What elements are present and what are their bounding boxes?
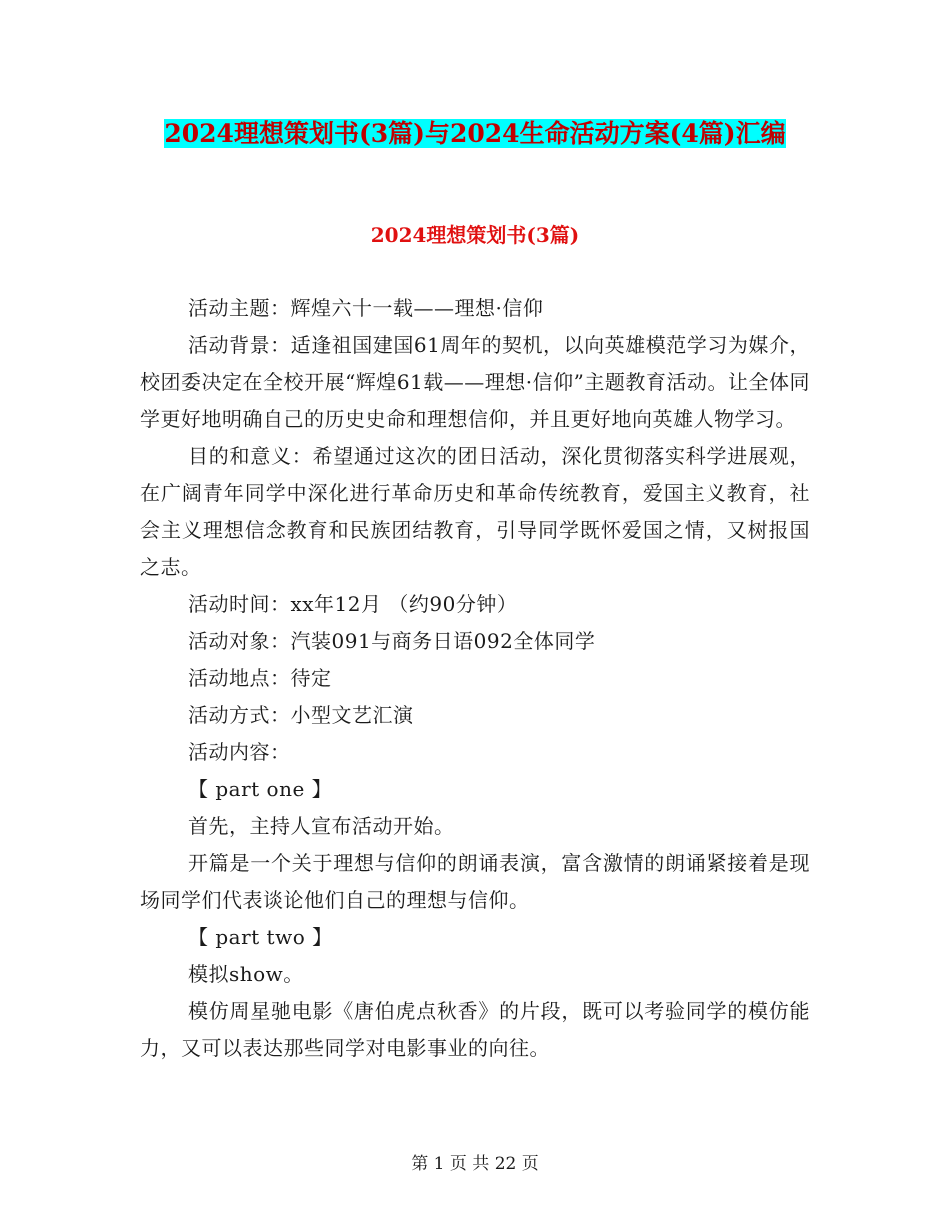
document-title-text: 2024理想策划书(3篇)与2024生命活动方案(4篇)汇编	[164, 119, 786, 148]
section-title: 2024理想策划书(3篇)	[370, 223, 580, 247]
paragraph-purpose: 目的和意义：希望通过这次的团日活动，深化贯彻落实科学进展观，在广阔青年同学中深化进行革命历史和革命传统教育，爱国主义教育，社会主义理想信念教育和民族团结教育，引导同学既怀爱国之情，又树报国之志。	[140, 444, 810, 579]
paragraph-location: 活动地点：待定	[188, 666, 332, 690]
paragraph-show: 模拟show。	[188, 962, 304, 986]
paragraph-time: 活动时间：xx年12月 （约90分钟）	[188, 592, 518, 616]
paragraph-theme: 活动主题：辉煌六十一载——理想·信仰	[188, 296, 544, 320]
paragraph-part-two: 【 part two 】	[188, 925, 333, 949]
paragraph-opening: 首先，主持人宣布活动开始。	[188, 814, 455, 838]
paragraph-background: 活动背景：适逢祖国建国61周年的契机，以向英雄模范学习为媒介，校团委决定在全校开展“辉煌61载——理想·信仰”主题教育活动。让全体同学更好地明确自己的历史史命和理想信仰，并且更好地向英雄人物学习。	[140, 333, 810, 431]
paragraph-format: 活动方式：小型文艺汇演	[188, 703, 414, 727]
paragraph-part-one: 【 part one 】	[188, 777, 333, 801]
document-title	[140, 112, 810, 156]
paragraph-content-heading: 活动内容：	[188, 740, 291, 764]
paragraph-imitation: 模仿周星驰电影《唐伯虎点秋香》的片段，既可以考验同学的模仿能力，又可以表达那些同学对电影事业的向往。	[140, 999, 810, 1060]
paragraph-recitation: 开篇是一个关于理想与信仰的朗诵表演，富含激情的朗诵紧接着是现场同学们代表谈论他们自己的理想与信仰。	[140, 851, 810, 912]
document-body	[140, 290, 810, 1067]
paragraph-audience: 活动对象：汽装091与商务日语092全体同学	[188, 629, 596, 653]
page-footer: 第 1 页 共 22 页	[411, 1154, 539, 1174]
